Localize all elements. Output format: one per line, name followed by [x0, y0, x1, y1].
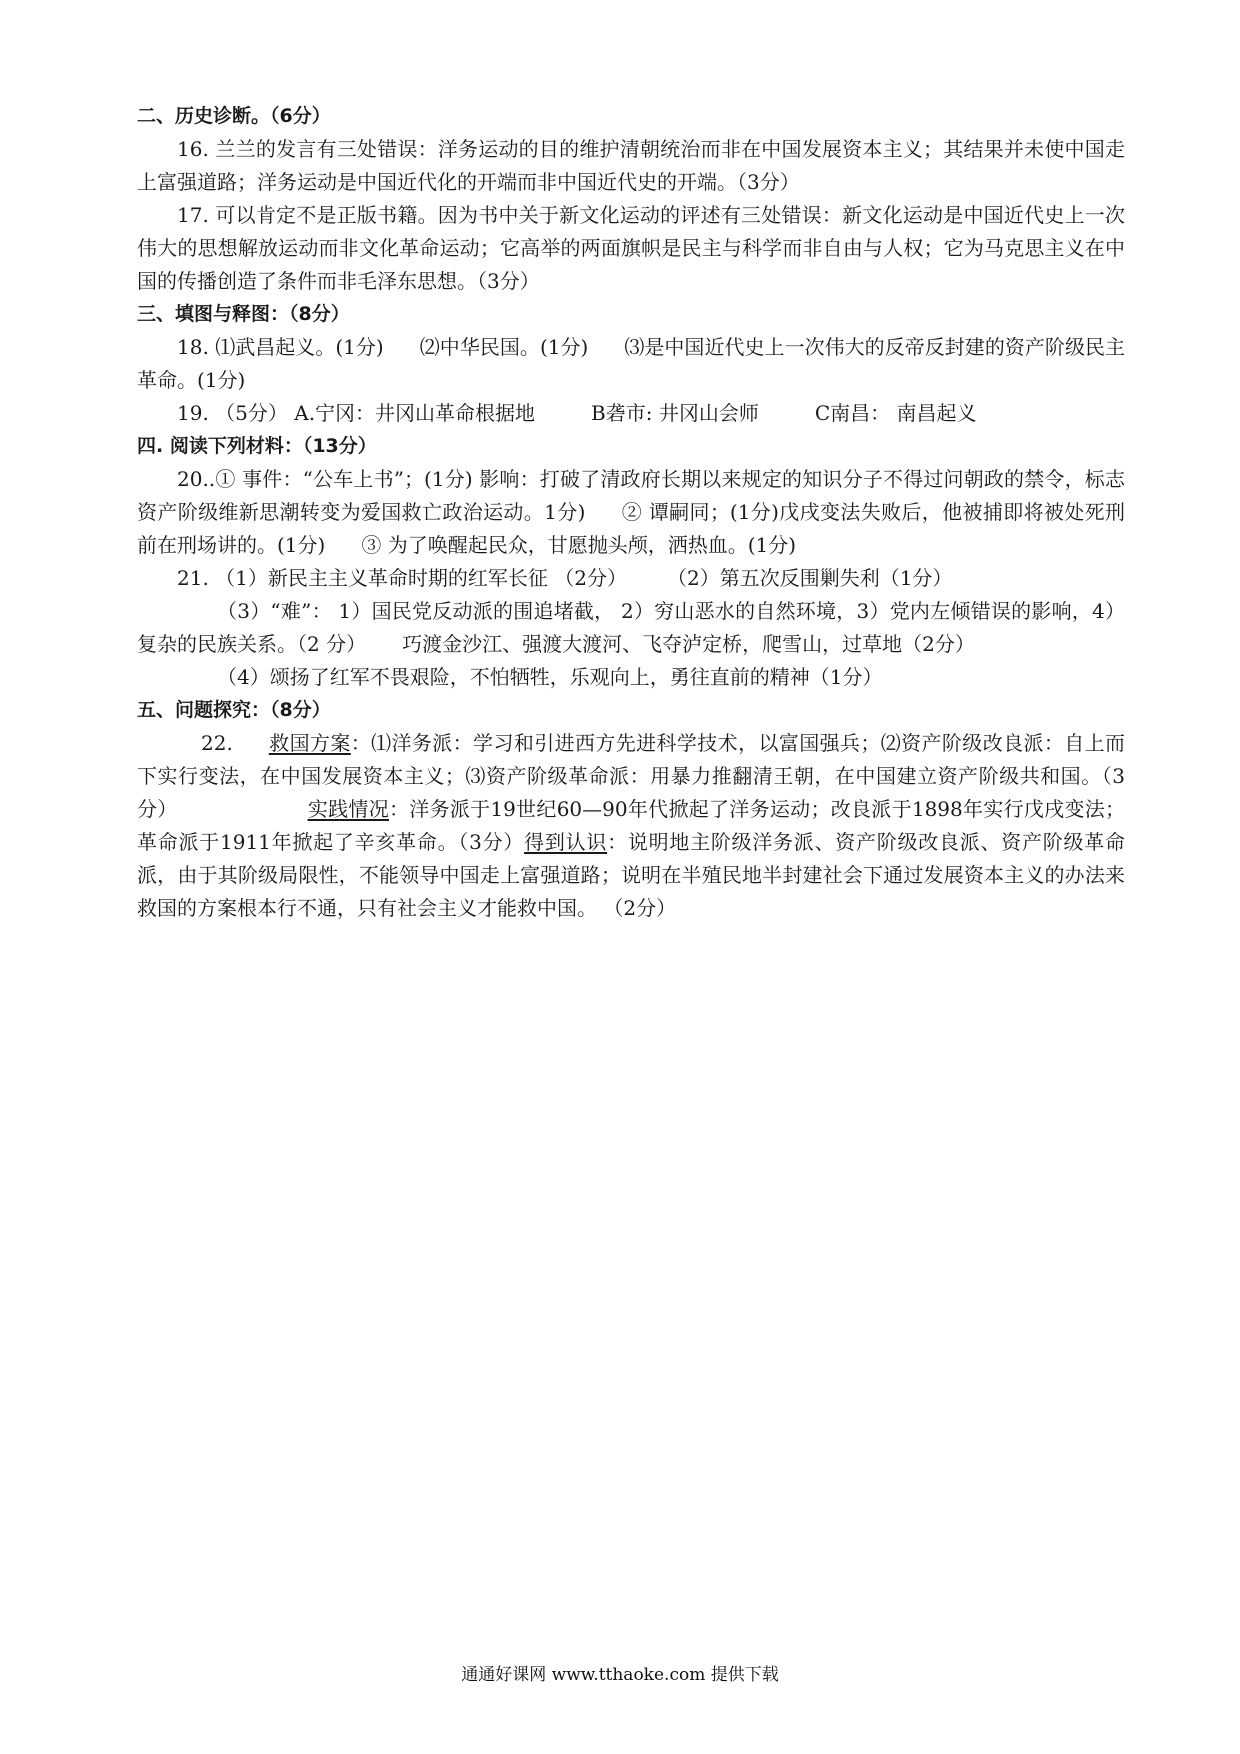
answer-q21-line2 [137, 595, 1125, 661]
answer-q20-part2: ② 谭嗣同；(1分)戊戌变法失败后，他被捕即将被处死刑前在刑场讲的。(1分) [137, 500, 1126, 557]
answer-q16: 16. 兰兰的发言有三处错误：洋务运动的目的维护清朝统治而非在中国发展资本主义；其结果并未使中国走上富强道路；洋务运动是中国近代化的开端而非中国近代史的开端。（3分） [137, 137, 1125, 194]
answer-q21-line1 [137, 562, 1125, 595]
footer-source: 通通好课网 www.tthaoke.com 提供下载 [461, 1665, 779, 1685]
answer-q19-part-c: C南昌： 南昌起义 [814, 401, 977, 425]
section-5-title: 五、问题探究：（8分） [137, 699, 331, 721]
answer-q22-conclusion-text: ：说明地主阶级洋务派、资产阶级改良派、资产阶级革命派，由于其阶级局限性，不能领导中国走上富强道路；说明在半殖民地半封建社会下通过发展资本主义的办法来救国的方案根本行不通，只有社会主义才能救中国。 （2分） [137, 830, 1126, 920]
answer-q21-part2: （2）第五次反围剿失利（1分） [666, 566, 953, 590]
section-4-title: 四. 阅读下列材料：（13分） [137, 435, 377, 457]
answer-q22-number: 22. [201, 731, 233, 755]
answer-q19-part-a: 19. （5分） A.宁冈：井冈山革命根据地 [177, 401, 536, 425]
answer-q20-part3: ③ 为了唤醒起民众，甘愿抛头颅，洒热血。(1分) [361, 533, 797, 557]
answer-q22-label-practice: 实践情况 [307, 797, 389, 821]
section-3-title: 三、填图与释图：（8分） [137, 303, 350, 325]
answer-q20 [137, 463, 1125, 562]
answer-q18-part2: ⑵中华民国。(1分) [419, 335, 589, 359]
answer-q22-plan-text: ：⑴洋务派：学习和引进西方先进科学技术，以富国强兵；⑵资产阶级改良派：自上而下实行变法，在中国发展资本主义；⑶资产阶级革命派：用暴力推翻清王朝，在中国建立资产阶级共和国。（3分） [137, 731, 1126, 821]
answer-q18-part3: ⑶是中国近代史上一次伟大的反帝反封建的资产阶级民主革命。(1分) [137, 335, 1126, 392]
answer-q19-part-b: B砻市: 井冈山会师 [591, 401, 759, 425]
answer-q20-part1: 20..① 事件：“公车上书”；(1分) 影响：打破了清政府长期以来规定的知识分子不得过问朝政的禁令，标志资产阶级维新思潮转变为爱国救亡政治运动。1分) [137, 467, 1125, 524]
answer-q18 [137, 331, 1125, 397]
answer-q22 [137, 727, 1125, 925]
section-2-title: 二、历史诊断。（6分） [137, 105, 331, 127]
answer-q18-part1: 18. ⑴武昌起义。(1分) [177, 335, 384, 359]
answer-q22-practice-text: ：洋务派于19世纪60—90年代掀起了洋务运动；改良派于1898年实行戊戌变法；革命派于1911年掀起了辛亥革命。（3分） [137, 797, 1126, 854]
answer-content [137, 100, 1125, 925]
answer-q17: 17. 可以肯定不是正版书籍。因为书中关于新文化运动的评述有三处错误：新文化运动是中国近代史上一次伟大的思想解放运动而非文化革命运动；它高举的两面旗帜是民主与科学而非自由与人权；它为马克思主义在中国的传播创造了条件而非毛泽东思想。（3分） [137, 203, 1125, 293]
answer-q19 [137, 397, 1125, 430]
answer-q22-label-conclusion: 得到认识 [524, 830, 608, 854]
answer-q21-part1: 21. （1）新民主主义革命时期的红军长征 （2分） [177, 566, 627, 590]
answer-q21-part3-route: 巧渡金沙江、强渡大渡河、飞夺泸定桥，爬雪山，过草地（2分） [402, 632, 975, 656]
answer-q22-label-plan: 救国方案 [268, 731, 351, 755]
answer-q21-part3: （3）“难”： 1）国民党反动派的围追堵截， 2）穷山恶水的自然环境，3）党内左倾错误的影响，4）复杂的民族关系。（2 分） [137, 599, 1125, 656]
answer-q21-line3: （4）颂扬了红军不畏艰险，不怕牺牲，乐观向上，勇往直前的精神（1分） [217, 665, 883, 689]
